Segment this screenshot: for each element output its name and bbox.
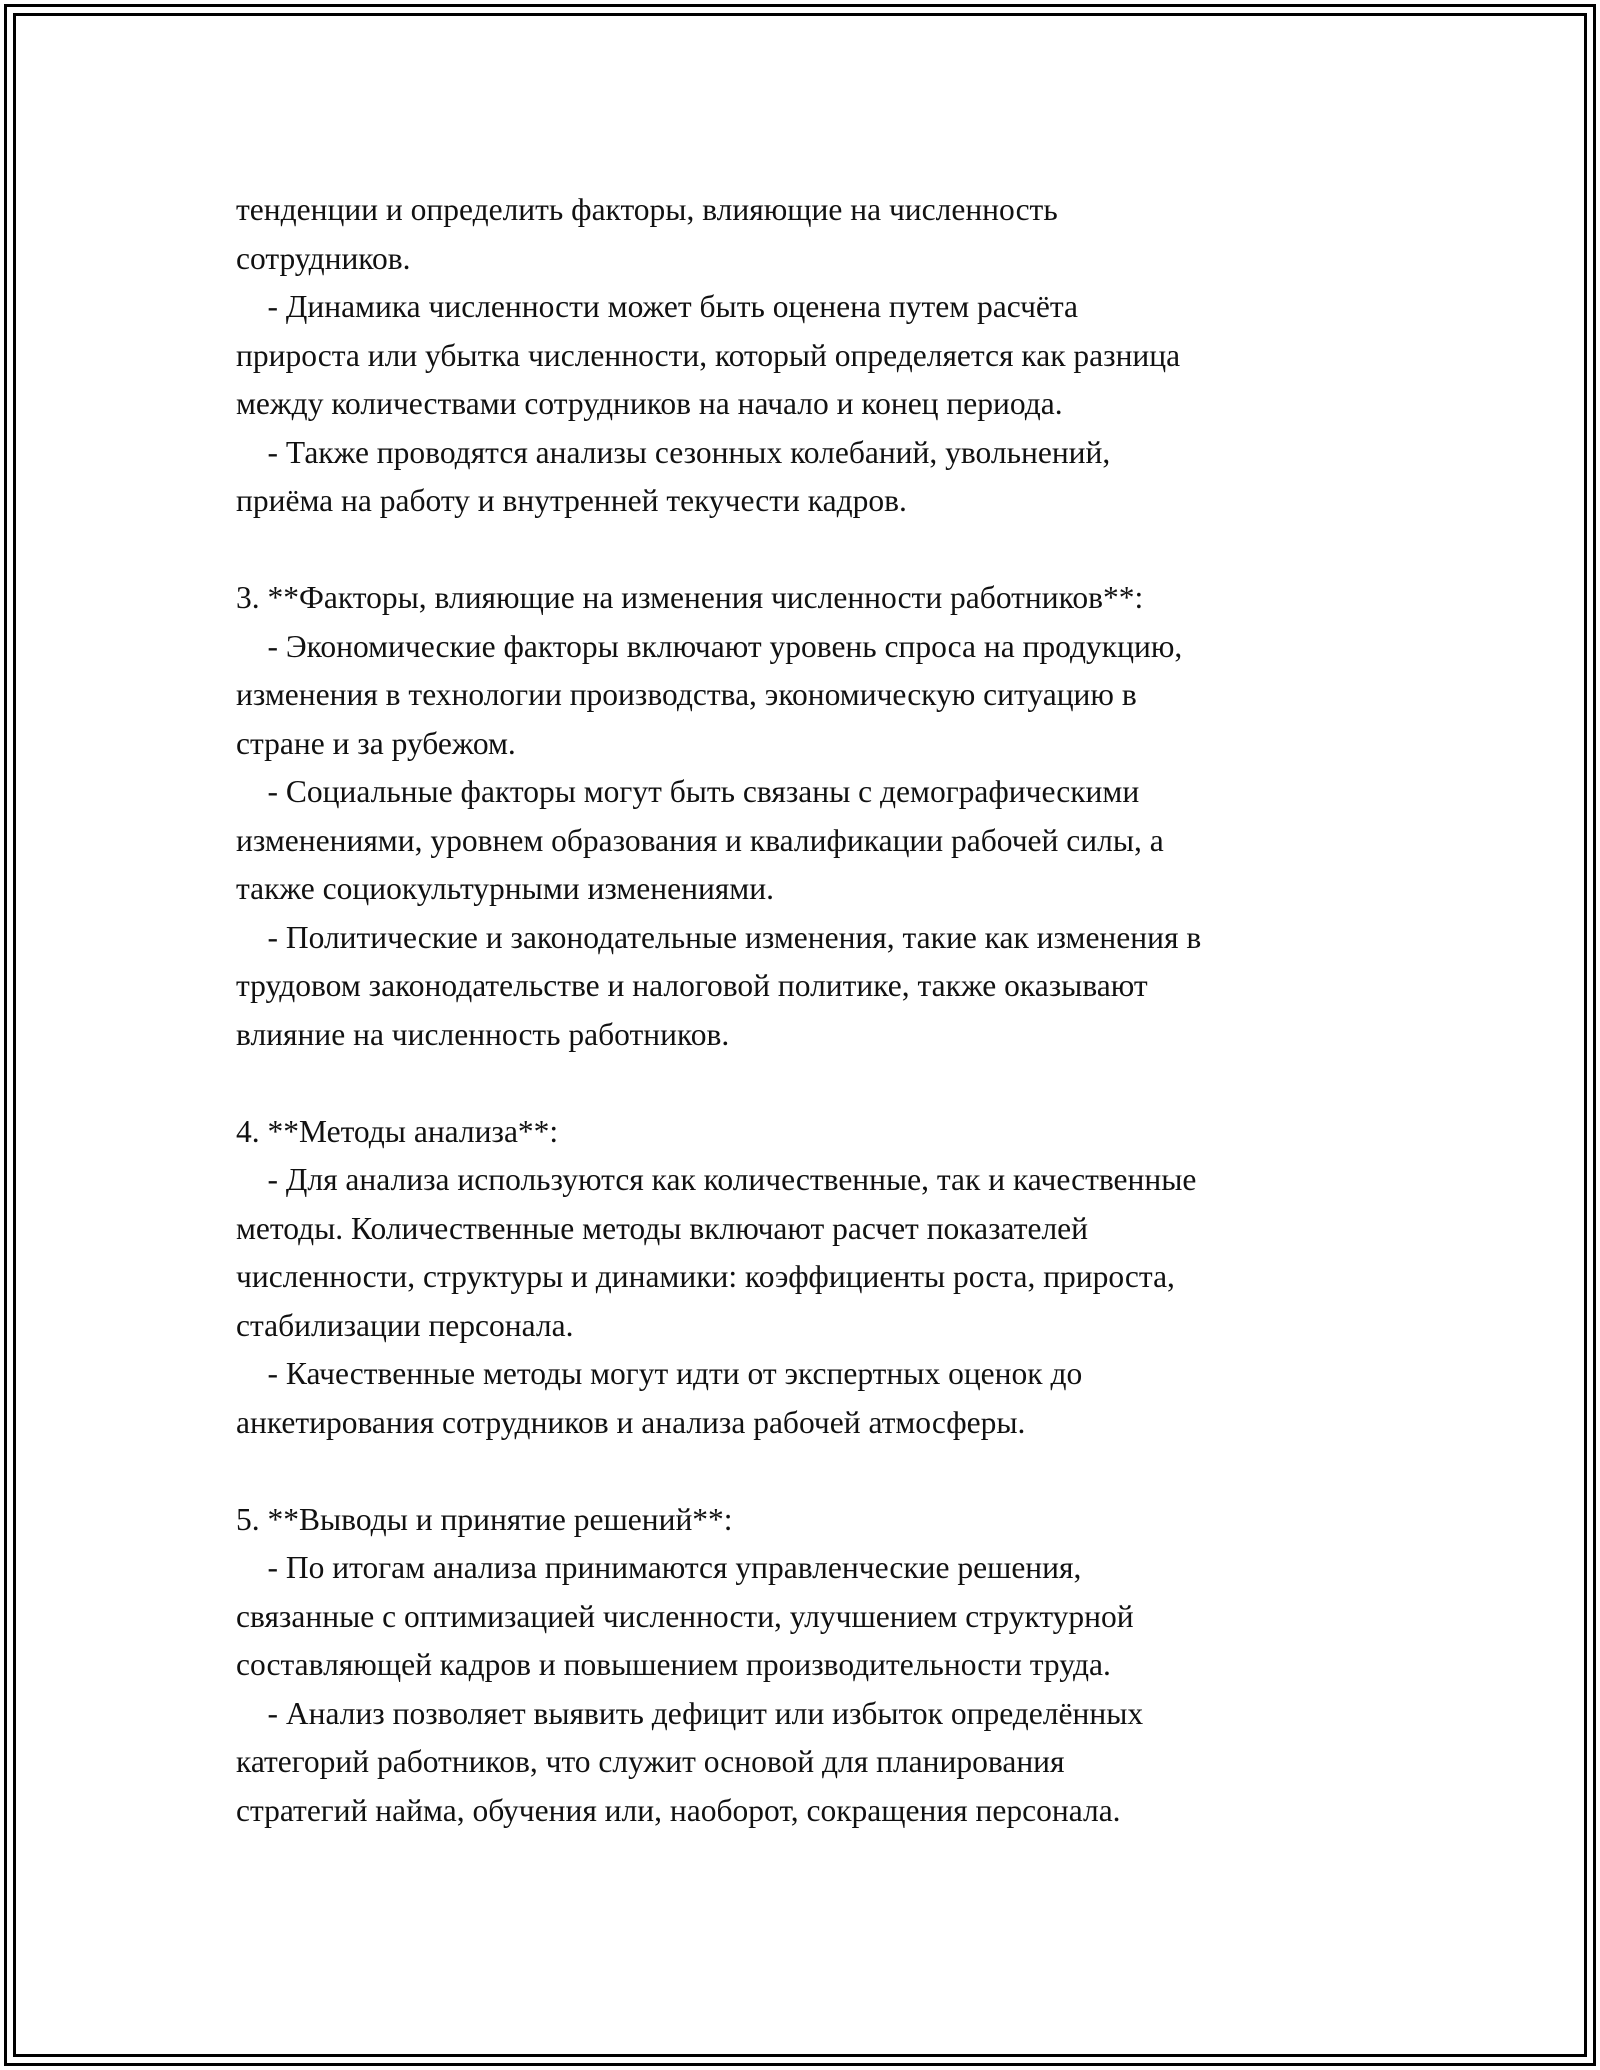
text-line: методы. Количественные методы включают расчет показателей xyxy=(236,1210,1089,1246)
section-heading: 3. **Факторы, влияющие на изменения численности работников**: xyxy=(236,580,1144,615)
blank-line xyxy=(236,526,1426,575)
text-line: - Динамика численности может быть оценена путем расчёта xyxy=(236,289,1079,324)
text-line: тенденции и определить факторы, влияющие на численность xyxy=(236,192,1058,227)
document-body xyxy=(236,186,1426,1835)
blank-line xyxy=(236,1447,1426,1496)
text-line: - Также проводятся анализы сезонных колебаний, увольнений, xyxy=(236,434,1111,470)
text-line: стабилизации персонала. xyxy=(236,1307,574,1343)
text-line: анкетирования сотрудников и анализа рабочей атмосферы. xyxy=(236,1404,1026,1440)
blank-line xyxy=(236,1059,1426,1108)
text-line: стране и за рубежом. xyxy=(236,725,516,761)
text-line: - Качественные методы могут идти от экспертных оценок до xyxy=(236,1356,1083,1391)
text-line: численности, структуры и динамики: коэффициенты роста, прироста, xyxy=(236,1259,1175,1294)
text-line: стратегий найма, обучения или, наоборот, сокращения персонала. xyxy=(236,1792,1121,1828)
text-line: влияние на численность работников. xyxy=(236,1016,730,1052)
text-line: - По итогам анализа принимаются управленческие решения, xyxy=(236,1550,1082,1585)
text-line: прироста или убытка численности, который определяется как разница xyxy=(236,337,1181,373)
text-line: также социокультурными изменениями. xyxy=(236,871,774,906)
text-line: категорий работников, что служит основой для планирования xyxy=(236,1744,1065,1779)
text-line: трудовом законодательстве и налоговой политике, также оказывают xyxy=(236,968,1148,1003)
text-line: - Анализ позволяет выявить дефицит или избыток определённых xyxy=(236,1695,1144,1731)
text-line: связанные с оптимизацией численности, улучшением структурной xyxy=(236,1598,1134,1634)
text-line: - Экономические факторы включают уровень спроса на продукцию, xyxy=(236,628,1183,664)
text-line: - Социальные факторы могут быть связаны с демографическими xyxy=(236,774,1140,809)
text-line: - Для анализа используются как количественные, так и качественные xyxy=(236,1162,1197,1197)
text-line: приёма на работу и внутренней текучести кадров. xyxy=(236,483,907,518)
section-heading: 4. **Методы анализа**: xyxy=(236,1113,559,1149)
section-heading: 5. **Выводы и принятие решений**: xyxy=(236,1501,733,1537)
text-line: изменениями, уровнем образования и квалификации рабочей силы, а xyxy=(236,822,1164,858)
text-line: между количествами сотрудников на начало и конец периода. xyxy=(236,386,1063,421)
text-line: изменения в технологии производства, экономическую ситуацию в xyxy=(236,677,1137,712)
text-line: - Политические и законодательные изменения, такие как изменения в xyxy=(236,919,1202,955)
text-line: сотрудников. xyxy=(236,240,411,276)
text-line: составляющей кадров и повышением производительности труда. xyxy=(236,1647,1111,1682)
